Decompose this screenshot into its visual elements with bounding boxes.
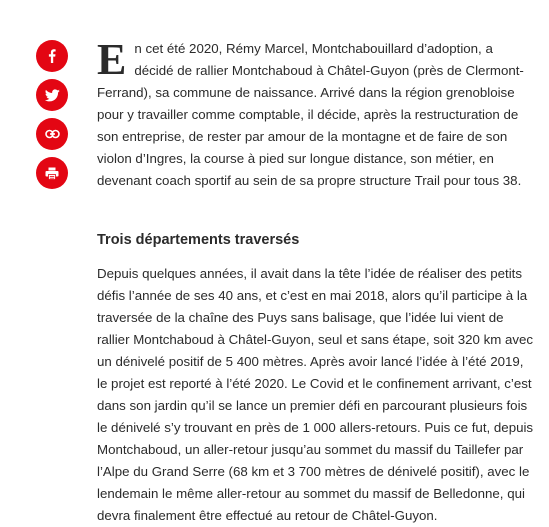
print-icon [45, 167, 59, 180]
section-heading: Trois départements traversés [97, 232, 300, 248]
lead-text: n cet été 2020, Rémy Marcel, Montchabouillard d’adoption, a décidé de rallier Montchaboud à Châtel-Guyon (près de Clermont-Ferrand), sa commune de naissance. Arrivé dans la région grenobloise pour y travailler comme comptable, il décide, après la restructuration de son entreprise, de rester par amour de la montagne et de faire de son violon d’Ingres, la course à pied sur longue distance, son métier, en devenant coach sportif au sein de sa propre structure Trail pour tous 38. [97, 41, 524, 188]
drop-cap: E [97, 35, 127, 84]
article-body [97, 35, 535, 527]
body-paragraph: Depuis quelques années, il avait dans la tête l’idée de réaliser des petits défis l’année de ses 40 ans, et c’est en mai 2018, alors qu’il participe à la traversée de la chaîne des Puys sans balisage, que l’idée lui vient de rallier Montchaboud à Châtel-Guyon, seul et sans étape, soit 320 km avec un dénivelé positif de 5 400 mètres. Après avoir lancé l’idée à l’été 2019, le projet est reporté à l’été 2020. Le Covid et le confinement arrivant, c’est dans son jardin qu’il se lance un premier défi en parcourant plusieurs fois le dénivelé s’y trouvant en près de 1 000 allers-retours. Puis ce fut, depuis Montchaboud, un aller-retour jusqu’au sommet du massif du Taillefer par l’Alpe du Grand Serre (68 km et 3 700 mètres de dénivelé positif), avec le lendemain le même aller-retour au sommet du massif de Belledonne, qui devra finalement être effectué au retour de Châtel-Guyon. [97, 266, 534, 523]
print-button[interactable] [36, 157, 68, 189]
share-bar [36, 40, 68, 196]
copy-link-button[interactable] [36, 118, 68, 150]
link-icon [45, 129, 60, 139]
facebook-icon [45, 49, 59, 63]
facebook-share-button[interactable] [36, 40, 68, 72]
twitter-share-button[interactable] [36, 79, 68, 111]
lead-paragraph [97, 35, 535, 192]
twitter-icon [45, 89, 60, 102]
